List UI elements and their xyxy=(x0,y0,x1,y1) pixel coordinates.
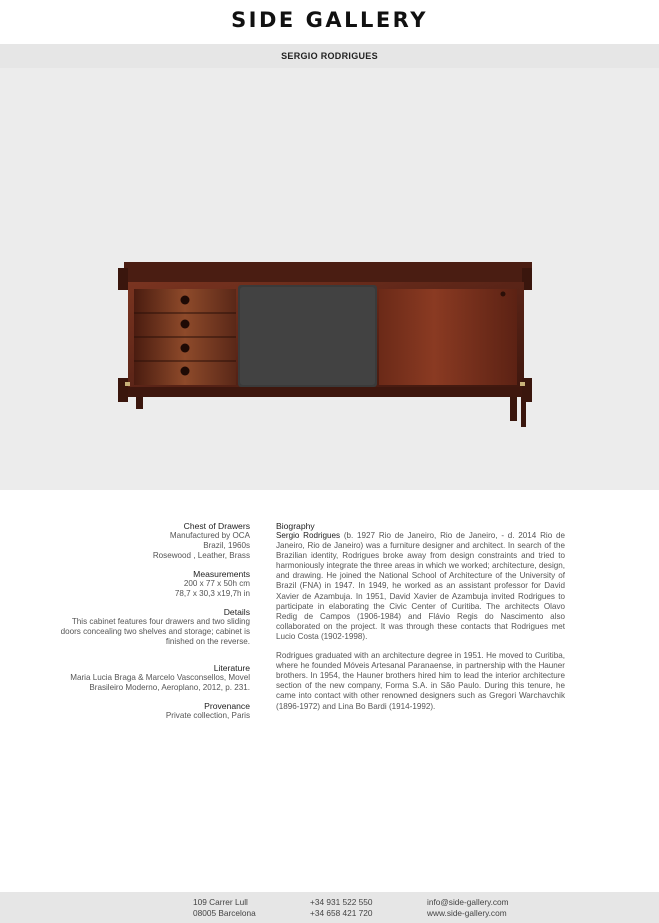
details-title: Details xyxy=(223,607,250,617)
literature-line: Maria Lucia Braga & Marcelo Vasconsellos, Movel xyxy=(70,673,250,682)
measurements-line: 200 x 77 x 50h cm xyxy=(183,579,250,588)
footer-phones xyxy=(310,897,373,919)
specifications xyxy=(20,521,250,721)
website-link[interactable]: www.side-gallery.com xyxy=(427,908,507,918)
leg-left xyxy=(136,397,143,409)
address-line: 08005 Barcelona xyxy=(193,908,256,918)
header xyxy=(0,0,659,44)
provenance-line: Private collection, Paris xyxy=(165,711,250,720)
object-line: Brazil, 1960s xyxy=(203,541,250,550)
biography xyxy=(276,521,565,712)
details-line: finished on the reverse. xyxy=(165,637,250,646)
email-link[interactable]: info@side-gallery.com xyxy=(427,897,509,907)
phone-number[interactable]: +34 931 522 550 xyxy=(310,897,373,907)
measurements-title: Measurements xyxy=(193,569,250,579)
object-line: Rosewood , Leather, Brass xyxy=(152,551,250,560)
biography-paragraph-1 xyxy=(276,531,565,642)
biography-paragraph-2: Rodrigues graduated with an architecture degree in 1951. He moved to Curitiba, where he founded Móveis Artesanal Paranaense, in partnership with the Hauner brothers. In 1954, the Hauner brothers hired him to lead the interior architecture section of the new company, Forma S.A. in São Paulo. During this tenure, he came into contact with other renowned designers such as Gregori Warchavchik (1896-1972) and Lina Bo Bardi (1914-1992). xyxy=(276,651,565,711)
product-image xyxy=(0,68,659,490)
literature-title: Literature xyxy=(213,663,250,673)
address-line: 109 Carrer Lull xyxy=(193,897,248,907)
object-title: Chest of Drawers xyxy=(183,521,250,531)
details-line: This cabinet features four drawers and two sliding xyxy=(71,617,250,626)
gallery-logo: SIDE GALLERY xyxy=(231,8,428,32)
object-line: Manufactured by OCA xyxy=(169,531,250,540)
leg-right xyxy=(510,397,517,421)
footer-address xyxy=(193,897,256,919)
biography-title: Biography xyxy=(276,521,315,531)
provenance-title: Provenance xyxy=(204,701,250,711)
wood-door xyxy=(379,289,517,385)
designer-name-bar: SERGIO RODRIGUES xyxy=(0,44,659,68)
biography-text: (b. 1927 Rio de Janeiro, Rio de Janeiro, - d. 2014 Rio de Janeiro, Rio de Janeiro) was a furniture designer and architect. In search of the Brazilian identity, Rodrigues broke away from design constraints and tried to harmoniously integrate the three areas in which we worked; architecture, design, and drawing. He joined the National School of Architecture of the University of Brazil (FNA) in 1947. In 1949, he worked as an assistant professor for David Xavier de Azambuja. In 1951, David Xavier de Azambuja invited Rodrigues to participate in elaborating the Civic Center of Curitiba. The architects Olavo Redig de Campos (1906-1984) and Flávio Regis do Nascimento also collaborated on the project. It was through these contacts that Rodrigues met Lucio Costa (1902-1998). xyxy=(276,531,565,641)
details-line: doors concealing two shelves and storage; cabinet is xyxy=(60,627,250,636)
designer-name: Sergio Rodrigues xyxy=(276,531,341,540)
cabinet-top xyxy=(124,262,532,282)
footer-web xyxy=(427,897,509,919)
footer xyxy=(0,892,659,923)
measurements-line: 78,7 x 30,3 x19,7h in xyxy=(174,589,250,598)
cabinet-illustration xyxy=(0,68,659,490)
phone-number[interactable]: +34 658 421 720 xyxy=(310,908,373,918)
literature-line: Brasileiro Moderno, Aeroplano, 2012, p. 231. xyxy=(89,683,250,692)
